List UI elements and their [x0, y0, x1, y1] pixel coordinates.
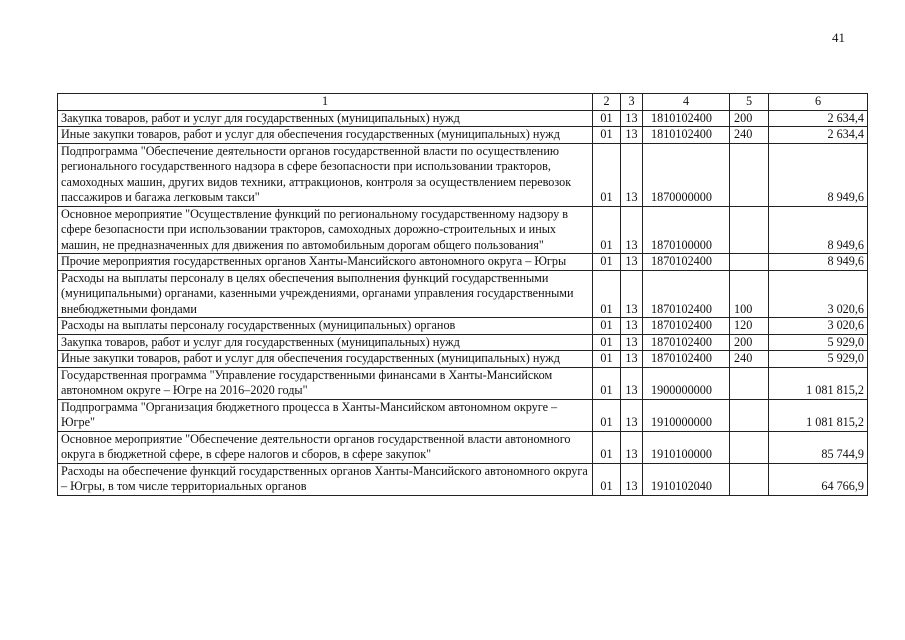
row-subsection: 13	[621, 127, 643, 144]
row-section: 01	[593, 463, 621, 495]
row-name: Закупка товаров, работ и услуг для государственных (муниципальных) нужд	[58, 334, 593, 351]
table-row	[58, 318, 868, 335]
row-amount: 8 949,6	[769, 254, 868, 271]
row-target-code: 1870100000	[643, 206, 730, 254]
row-subsection: 13	[621, 334, 643, 351]
table-row	[58, 334, 868, 351]
row-section: 01	[593, 270, 621, 318]
row-expense-type	[730, 399, 769, 431]
row-expense-type	[730, 143, 769, 206]
table-row	[58, 254, 868, 271]
row-subsection: 13	[621, 367, 643, 399]
row-section: 01	[593, 318, 621, 335]
row-target-code: 1870102400	[643, 334, 730, 351]
table-row	[58, 206, 868, 254]
table-row	[58, 351, 868, 368]
row-name: Подпрограмма "Организация бюджетного процесса в Ханты-Мансийском автономном округе – Югре"	[58, 399, 593, 431]
header-col-4: 4	[643, 94, 730, 111]
row-amount: 3 020,6	[769, 270, 868, 318]
row-target-code: 1870102400	[643, 351, 730, 368]
row-name: Подпрограмма "Обеспечение деятельности органов государственной власти по осуществлению регионального государственного надзора в сфере безопасности при использовании тракторов, самоходных машин, других видов техники, аттракционов, контроля за осуществлением перевозок пассажиров и багажа легковым такси"	[58, 143, 593, 206]
row-target-code: 1900000000	[643, 367, 730, 399]
row-target-code: 1810102400	[643, 110, 730, 127]
row-amount: 8 949,6	[769, 206, 868, 254]
row-target-code: 1870102400	[643, 318, 730, 335]
row-target-code: 1910102040	[643, 463, 730, 495]
row-name: Государственная программа "Управление государственными финансами в Ханты-Мансийском автономном округе – Югре на 2016–2020 годы"	[58, 367, 593, 399]
row-section: 01	[593, 351, 621, 368]
row-subsection: 13	[621, 143, 643, 206]
row-expense-type: 240	[730, 127, 769, 144]
row-section: 01	[593, 431, 621, 463]
row-amount: 8 949,6	[769, 143, 868, 206]
row-target-code: 1870000000	[643, 143, 730, 206]
budget-table	[57, 93, 868, 496]
row-section: 01	[593, 367, 621, 399]
row-section: 01	[593, 399, 621, 431]
table-row	[58, 127, 868, 144]
row-name: Расходы на выплаты персоналу в целях обеспечения выполнения функций государственными (муниципальными) органами, казенными учреждениями, органами управления государственными внебюджетными фондами	[58, 270, 593, 318]
row-expense-type: 200	[730, 110, 769, 127]
row-amount: 3 020,6	[769, 318, 868, 335]
table-header-row	[58, 94, 868, 111]
row-target-code: 1910000000	[643, 399, 730, 431]
row-subsection: 13	[621, 351, 643, 368]
row-target-code: 1910100000	[643, 431, 730, 463]
row-subsection: 13	[621, 399, 643, 431]
table-row	[58, 110, 868, 127]
row-subsection: 13	[621, 110, 643, 127]
row-target-code: 1870102400	[643, 270, 730, 318]
table-row	[58, 431, 868, 463]
page-number: 41	[832, 30, 845, 45]
header-col-1: 1	[58, 94, 593, 111]
table-row	[58, 143, 868, 206]
row-amount: 5 929,0	[769, 334, 868, 351]
row-name: Иные закупки товаров, работ и услуг для обеспечения государственных (муниципальных) нужд	[58, 351, 593, 368]
row-section: 01	[593, 143, 621, 206]
row-section: 01	[593, 127, 621, 144]
row-name: Прочие мероприятия государственных органов Ханты-Мансийского автономного округа – Югры	[58, 254, 593, 271]
row-subsection: 13	[621, 318, 643, 335]
row-name: Иные закупки товаров, работ и услуг для обеспечения государственных (муниципальных) нужд	[58, 127, 593, 144]
table-row	[58, 399, 868, 431]
row-section: 01	[593, 254, 621, 271]
header-col-5: 5	[730, 94, 769, 111]
row-amount: 2 634,4	[769, 127, 868, 144]
row-amount: 5 929,0	[769, 351, 868, 368]
row-expense-type	[730, 463, 769, 495]
row-expense-type: 100	[730, 270, 769, 318]
row-subsection: 13	[621, 463, 643, 495]
row-subsection: 13	[621, 431, 643, 463]
row-amount: 1 081 815,2	[769, 367, 868, 399]
row-name: Основное мероприятие "Осуществление функций по региональному государственному надзору в сфере безопасности при использовании тракторов, самоходных дорожно-строительных и иных машин, не предназначенных для движения по автомобильным дорогам общего пользования"	[58, 206, 593, 254]
row-name: Основное мероприятие "Обеспечение деятельности органов государственной власти автономного округа в бюджетной сфере, в сфере налогов и сборов, в сфере закупок"	[58, 431, 593, 463]
row-name: Расходы на обеспечение функций государственных органов Ханты-Мансийского автономного округа – Югры, в том числе территориальных органов	[58, 463, 593, 495]
header-col-6: 6	[769, 94, 868, 111]
row-target-code: 1870102400	[643, 254, 730, 271]
row-subsection: 13	[621, 206, 643, 254]
row-amount: 1 081 815,2	[769, 399, 868, 431]
row-expense-type	[730, 206, 769, 254]
row-name: Закупка товаров, работ и услуг для государственных (муниципальных) нужд	[58, 110, 593, 127]
header-col-3: 3	[621, 94, 643, 111]
row-amount: 64 766,9	[769, 463, 868, 495]
row-name: Расходы на выплаты персоналу государственных (муниципальных) органов	[58, 318, 593, 335]
table-row	[58, 463, 868, 495]
row-expense-type	[730, 254, 769, 271]
row-section: 01	[593, 334, 621, 351]
row-expense-type: 120	[730, 318, 769, 335]
row-subsection: 13	[621, 270, 643, 318]
row-amount: 85 744,9	[769, 431, 868, 463]
table-row	[58, 367, 868, 399]
row-section: 01	[593, 110, 621, 127]
row-section: 01	[593, 206, 621, 254]
row-expense-type: 200	[730, 334, 769, 351]
row-amount: 2 634,4	[769, 110, 868, 127]
row-expense-type: 240	[730, 351, 769, 368]
row-subsection: 13	[621, 254, 643, 271]
row-expense-type	[730, 367, 769, 399]
table-row	[58, 270, 868, 318]
row-target-code: 1810102400	[643, 127, 730, 144]
row-expense-type	[730, 431, 769, 463]
header-col-2: 2	[593, 94, 621, 111]
